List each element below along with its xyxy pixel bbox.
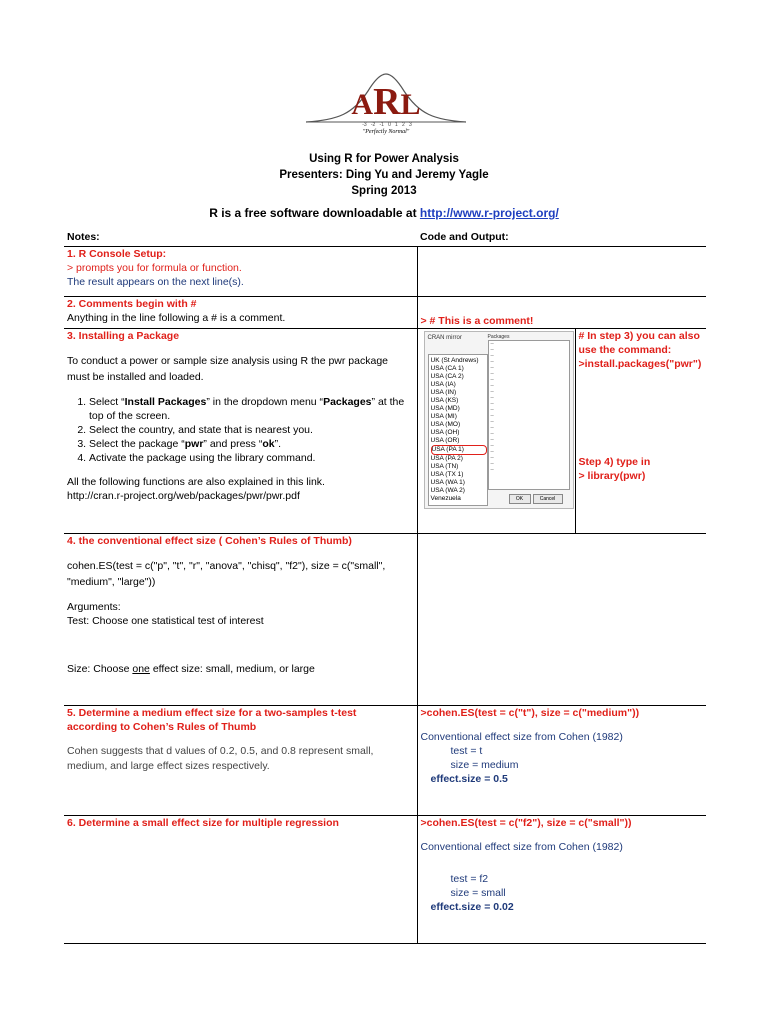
section-4-title: 4. the conventional effect size ( Cohen’s Rules of Thumb): [67, 534, 352, 547]
r-project-link[interactable]: http://www.r-project.org/: [419, 206, 559, 220]
term: Spring 2013: [351, 185, 417, 197]
section-5-output-test: test = t: [450, 744, 483, 757]
mirror-list-item[interactable]: USA (MD): [430, 404, 460, 412]
install-command: >install.packages("pwr"): [578, 357, 702, 370]
section-3-para: To conduct a power or sample size analysis using R the pwr package must be installed and loaded.: [67, 354, 388, 383]
test-argument: Test: Choose one statistical test of interest: [67, 614, 264, 627]
step-4-note: Step 4) type in: [578, 455, 651, 468]
section-6-title: 6. Determine a small effect size for multiple regression: [67, 816, 339, 829]
section-1-title: 1. R Console Setup:: [67, 247, 167, 260]
step-4: 4. Activate the package using the library command.: [89, 451, 414, 465]
section-4-row: [64, 533, 706, 705]
section-5-output-effect: effect.size = 0.5: [430, 772, 508, 785]
section-2-row: [64, 296, 706, 328]
step-2: 2. Select the country, and state that is nearest you.: [89, 423, 414, 437]
mirror-list-item[interactable]: USA (PA 1): [431, 445, 487, 455]
section-5-output-size: size = medium: [450, 758, 519, 771]
arguments-label: Arguments:: [67, 600, 121, 613]
logo-tagline: "Perfectly Normal": [362, 129, 410, 135]
mirror-list-item[interactable]: USA (PA 2): [430, 454, 463, 462]
library-command: > library(pwr): [578, 469, 646, 482]
mirror-list-item[interactable]: Venezuela: [430, 494, 461, 502]
section-1-line1: > prompts you for formula or function.: [67, 261, 242, 274]
mirror-list-item[interactable]: USA (TX 1): [430, 470, 464, 478]
svg-text:ARL: ARL: [351, 81, 421, 123]
cohen-es-signature: cohen.ES(test = c("p", "t", "r", "anova", "chisq", "f2"), size = c("small", "medium", "large")): [67, 559, 386, 588]
section-2-title: 2. Comments begin with #: [67, 297, 197, 310]
section-3-title: 3. Installing a Package: [67, 329, 180, 342]
mirror-dialog-title: CRAN mirror: [427, 334, 462, 341]
section-2-line1: Anything in the line following a # is a comment.: [67, 311, 286, 324]
notes-code-table: [64, 230, 706, 944]
section-5-code: >cohen.ES(test = c("t"), size = c("medium")): [420, 706, 640, 719]
packages-list-content: ─ ─ ─ ─ ─ ─ ─ ─ ─ ─ ─ ─ ─ ─ ─ ─ ─ ─ ─ ─ ─ ─: [490, 340, 494, 472]
size-argument: Size: Choose one effect size: small, medium, or large: [67, 662, 315, 675]
section-6-output-test: test = f2: [450, 872, 489, 885]
logo-ticks: -3 -2 -1 0 1 2 3: [362, 122, 412, 128]
section-2-code: > # This is a comment!: [420, 314, 534, 327]
packages-dialog-title: Packages: [487, 333, 510, 340]
mirror-list-item[interactable]: USA (OR): [430, 436, 460, 444]
mirror-list-item[interactable]: USA (TN): [430, 462, 459, 470]
section-5-output-header: Conventional effect size from Cohen (1982): [420, 730, 623, 743]
section-6-output-header: Conventional effect size from Cohen (1982): [420, 840, 623, 853]
notes-header: Notes:: [64, 230, 417, 246]
packages-ok-button[interactable]: OK: [509, 494, 531, 504]
section-5-note: Cohen suggests that d values of 0.2, 0.5, and 0.8 represent small, medium, and large effect sizes respectively.: [67, 744, 374, 772]
intro-line: [0, 206, 768, 220]
presenters: Presenters: Ding Yu and Jeremy Yagle: [279, 169, 489, 181]
mirror-list-item[interactable]: UK (St Andrews): [430, 356, 479, 364]
section-1-row: [64, 246, 706, 296]
section-6-output-size: size = small: [450, 886, 506, 899]
mirror-list-item[interactable]: USA (WA 1): [430, 478, 465, 486]
install-command-note: # In step 3) you can also use the command:: [578, 329, 700, 356]
mirror-list-item[interactable]: USA (IA): [430, 380, 456, 388]
cran-mirror-screenshot: [424, 331, 574, 509]
mirror-list-item[interactable]: USA (KS): [430, 396, 459, 404]
section-6-row: [64, 815, 706, 943]
mirror-list-item[interactable]: USA (MI): [430, 412, 457, 420]
packages-list: [488, 340, 570, 490]
arl-logo: [298, 66, 474, 138]
mirror-list-item[interactable]: USA (WA 2): [430, 486, 465, 494]
section-6-code: >cohen.ES(test = c("f2"), size = c("small")): [420, 816, 632, 829]
mirror-list-item[interactable]: USA (MO): [430, 420, 461, 428]
section-6-output-effect: effect.size = 0.02: [430, 900, 514, 913]
mirror-list-item[interactable]: USA (OH): [430, 428, 460, 436]
intro-text: R is a free software downloadable at: [209, 206, 420, 220]
section-5-title: 5. Determine a medium effect size for a two-samples t-test according to Cohen’s Rules of Thumb: [67, 706, 357, 733]
pwr-pdf-link[interactable]: http://cran.r-project.org/web/packages/pwr/pwr.pdf: [67, 489, 300, 502]
document-title: Using R for Power Analysis: [309, 153, 459, 165]
mirror-list-item[interactable]: USA (CA 1): [430, 364, 464, 372]
step-3: 3. Select the package “pwr” and press “ok”.: [89, 437, 414, 451]
section-5-row: [64, 705, 706, 815]
mirror-list: [428, 354, 488, 506]
packages-cancel-button[interactable]: Cancel: [533, 494, 563, 504]
install-steps: [67, 395, 414, 465]
mirror-list-item[interactable]: USA (IN): [430, 388, 457, 396]
section-1-line2: The result appears on the next line(s).: [67, 275, 244, 288]
code-header: Code and Output:: [417, 230, 706, 246]
step-1: 1. Select “Install Packages” in the dropdown menu “Packages” at the top of the screen.: [89, 395, 414, 423]
mirror-list-item[interactable]: USA (CA 2): [430, 372, 464, 380]
section-3-row: [64, 328, 706, 533]
section-3-links-line: All the following functions are also explained in this link.: [67, 475, 325, 488]
